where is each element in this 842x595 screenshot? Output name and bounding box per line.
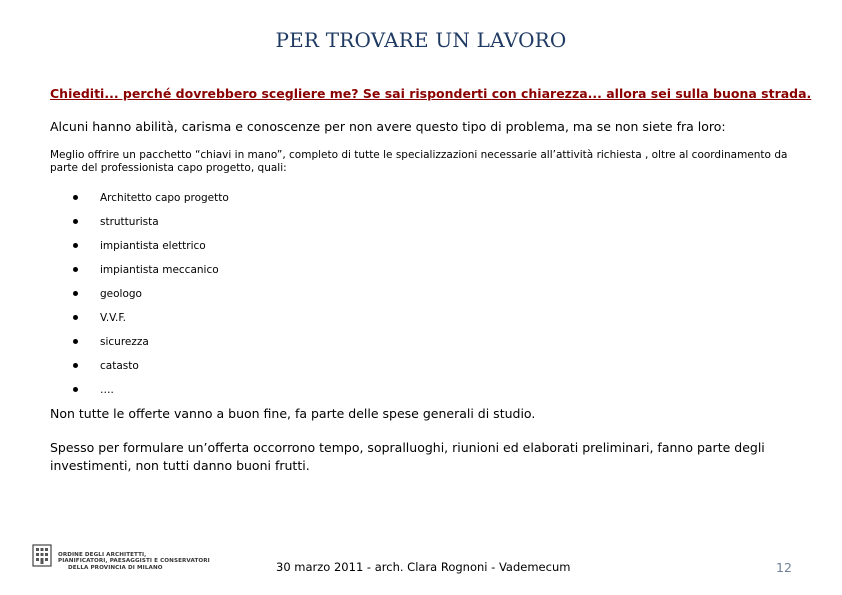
list-item-label: geologo [100, 288, 142, 300]
bullet-icon [73, 291, 78, 296]
org-line-3: DELLA PROVINCIA DI MILANO [68, 564, 163, 571]
bullet-icon [73, 243, 78, 248]
intro-text: Alcuni hanno abilità, carisma e conoscenze per non avere questo tipo di problema, ma se non siete fra loro: [50, 119, 726, 134]
list-item-label: impiantista elettrico [100, 240, 206, 252]
list-item-label: impiantista meccanico [100, 264, 219, 276]
list-item-label: sicurezza [100, 336, 149, 348]
org-line-2: PIANIFICATORI, PAESAGGISTI E CONSERVATORI [58, 558, 210, 565]
description-text: Meglio offrire un pacchetto “chiavi in mano”, completo di tutte le specializzazioni necessarie all’attività richiesta , oltre al coordinamento da parte del professionista capo progetto, quali: [50, 149, 788, 174]
list-item-label: …. [100, 384, 114, 396]
bullet-icon [73, 363, 78, 368]
bullet-icon [73, 339, 78, 344]
list-item [50, 186, 229, 210]
list-item-label: V.V.F. [100, 312, 127, 324]
org-name [58, 552, 210, 571]
bullet-icon [73, 219, 78, 224]
footer-text: 30 marzo 2011 - arch. Clara Rognoni - Vademecum [276, 560, 571, 574]
list-item [50, 354, 229, 378]
page-title: PER TROVARE UN LAVORO [275, 28, 567, 52]
list-item [50, 378, 229, 402]
list-item [50, 258, 229, 282]
paragraph-offers: Non tutte le offerte vanno a buon fine, fa parte delle spese generali di studio. [50, 406, 536, 421]
list-item [50, 330, 229, 354]
bullet-icon [73, 267, 78, 272]
paragraph-investments: Spesso per formulare un’offerta occorrono tempo, sopralluoghi, riunioni ed elaborati preliminari, fanno parte degli investimenti, non tutti danno buoni frutti. [50, 440, 765, 473]
list-item-label: Architetto capo progetto [100, 192, 229, 204]
question-text: Chiediti... perché dovrebbero scegliere me? Se sai risponderti con chiarezza... allora sei sulla buona strada. [50, 86, 812, 101]
list-item-label: catasto [100, 360, 139, 372]
bullet-icon [73, 315, 78, 320]
page-number: 12 [776, 560, 792, 575]
bullet-icon [73, 195, 78, 200]
list-item [50, 234, 229, 258]
list-item-label: strutturista [100, 216, 159, 228]
org-line-1: ORDINE DEGLI ARCHITETTI, [58, 552, 147, 558]
specialists-list [50, 186, 229, 402]
list-item [50, 306, 229, 330]
org-logo [32, 543, 252, 585]
list-item [50, 282, 229, 306]
list-item [50, 210, 229, 234]
bullet-icon [73, 387, 78, 392]
building-logo-icon [32, 543, 52, 567]
